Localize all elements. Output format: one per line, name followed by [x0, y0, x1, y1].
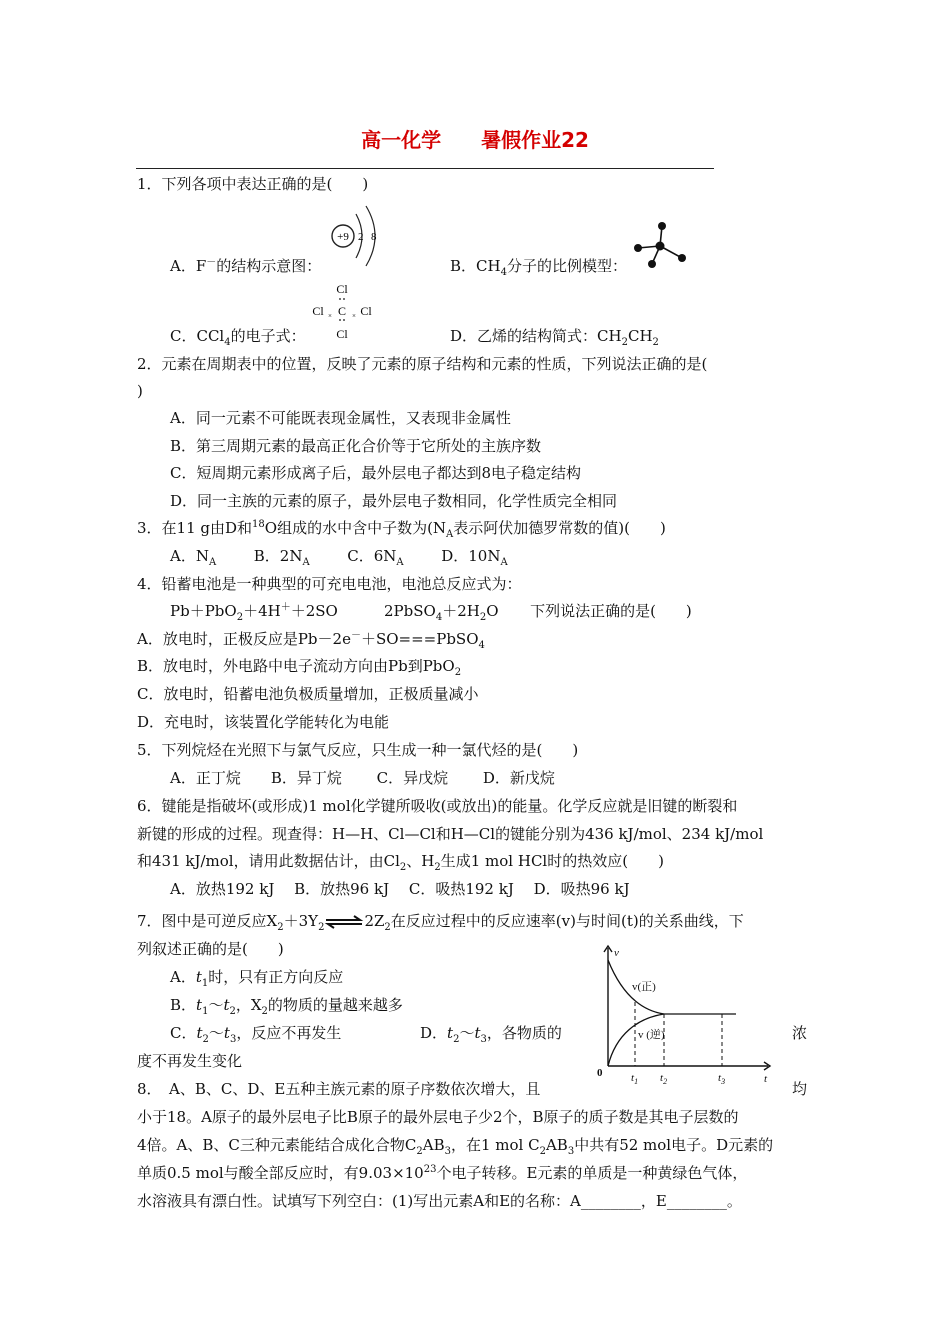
q3-options: A．$N_A$ B．$2N_A$ C．$6N_A$ D．$10N_A$: [170, 547, 508, 568]
q5-stem: 5．下列烷烃在光照下与氯气反应，只生成一种一氯代烃的是( ): [137, 741, 579, 759]
page-title: 高一化学 暑假作业22: [361, 128, 589, 152]
q4-option-d: D．充电时，该装置化学能转化为电能: [137, 713, 390, 731]
ccl4-electron-formula-diagram: [306, 280, 378, 342]
q4-option-b: B．放电时，外电路中电子流动方向由Pb到PbO$_2$: [137, 657, 462, 678]
x-axis-label: t: [764, 1073, 768, 1085]
q8-line1: 8． A、B、C、D、E五种主族元素的原子序数依次增大，且: [137, 1080, 541, 1098]
q7-option-a: A．$t_1$时，只有正方向反应: [170, 968, 344, 989]
forward-rate-label: v(正): [632, 981, 656, 993]
reverse-rate-label: v (逆): [638, 1029, 665, 1041]
fluoride-ion-structure-diagram: [326, 200, 386, 272]
q6-stem-line3: 和431 kJ/mol，请用此数据估计，由$Cl_2$、$H_2$生成1 mol HCl时的热效应( ): [137, 852, 664, 873]
q3-stem: 3．在11 g由D和$^{18}$O组成的水中含中子数为($N_A$表示阿伏加德罗常数的值)( ): [137, 519, 666, 540]
q8-line4: 单质0.5 mol与酸全部反应时，有$9.03\times 10^{23}$个电子转移。E元素的单质是一种黄绿色气体，: [137, 1164, 748, 1182]
svg-text:Cl: Cl: [360, 304, 372, 318]
atom-nucleus-label: +9: [337, 231, 349, 243]
origin-label: 0: [597, 1067, 603, 1079]
q4-equation-left: Pb＋PbO$_2$＋4H＋＋2SO: [170, 602, 338, 623]
q1-option-b: B．$CH_4$分子的比例模型：: [450, 257, 627, 278]
q4-option-c: C．放电时，铅蓄电池负极质量增加，正极质量减小: [137, 685, 479, 703]
q2-stem-cont: ): [137, 382, 143, 400]
y-axis-label: v: [614, 947, 619, 959]
methane-model-diagram: [632, 218, 692, 270]
q7-option-b: B．$t_1\sim t_2$，$X_2$的物质的量越来越多: [170, 996, 403, 1017]
q8-line3: 4倍。A、B、C三种元素能结合成化合物$C_2AB_3$，在1 mol $C_2AB_3$中共有52 mol电子。D元素的: [137, 1136, 774, 1157]
q6-stem-line2: 新键的形成的过程。现查得：H—H、Cl—Cl和H—Cl的键能分别为436 kJ/mol、234 kJ/mol: [137, 825, 764, 843]
q7-option-c: C．$t_2\sim t_3$，反应不再发生: [170, 1024, 342, 1045]
svg-text:C: C: [337, 304, 347, 318]
svg-text:Cl: Cl: [312, 304, 324, 318]
svg-text:Cl: Cl: [336, 327, 348, 341]
q1-option-a: A．F－的结构示意图：: [170, 257, 322, 275]
q1-option-d: D．乙烯的结构简式：$CH_2CH_2$: [450, 327, 659, 348]
reversible-arrow-icon: [324, 915, 364, 929]
q2-option-c: C．短周期元素形成离子后，最外层电子都达到8电子稳定结构: [170, 464, 582, 482]
q7-stem: 7．图中是可逆反应$X_2+3Y_2$ $2Z_2$在反应过程中的反应速率(v)与时间(t)的关系曲线，下: [137, 912, 744, 933]
atom-shell1-label: 2: [358, 231, 364, 243]
q7-option-d-cont: 度不再发生变化: [137, 1052, 243, 1070]
q7-option-d: D．$t_2\sim t_3$，各物质的: [420, 1024, 562, 1045]
atom-shell2-label: 8: [371, 231, 377, 243]
q4-option-a: A．放电时，正极反应是Pb－2e－＋SO===PbSO$_4$: [137, 630, 485, 651]
q2-stem: 2．元素在周期表中的位置，反映了元素的原子结构和元素的性质，下列说法正确的是(: [137, 355, 708, 373]
q8-line5: 水溶液具有漂白性。试填写下列空白：(1)写出元素A和E的名称：A________，E________。: [137, 1192, 742, 1210]
q4-equation-right: $2PbSO_4+2H_2O$ 下列说法正确的是( ): [384, 602, 692, 623]
t2-label: $t_2$: [660, 1072, 668, 1086]
q2-option-d: D．同一主族的元素的原子，最外层电子数相同，化学性质完全相同: [170, 492, 618, 510]
q7-option-d-tail: 浓: [792, 1024, 808, 1042]
q1-stem: 1．下列各项中表达正确的是( ): [137, 175, 369, 193]
q1-option-c: C．CCl$_4$的电子式：: [170, 327, 306, 348]
q2-option-a: A．同一元素不可能既表现金属性，又表现非金属性: [170, 409, 511, 427]
q2-option-b: B．第三周期元素的最高正化合价等于它所处的主族序数: [170, 437, 542, 455]
q4-stem: 4．铅蓄电池是一种典型的可充电电池，电池总反应式为：: [137, 575, 522, 593]
q6-stem-line1: 6．键能是指破坏(或形成)1 mol化学键所吸收(或放出)的能量。化学反应就是旧键的断裂和: [137, 797, 738, 815]
svg-text:Cl: Cl: [336, 282, 348, 296]
svg-text:×: ×: [352, 312, 356, 320]
title-divider: [136, 168, 714, 169]
q8-line2: 小于18。A原子的最外层电子比B原子的最外层电子少2个，B原子的质子数是其电子层数的: [137, 1108, 739, 1126]
rate-time-graph: [592, 942, 782, 1088]
q8-line1-tail: 均: [792, 1080, 808, 1098]
t3-label: $t_3$: [718, 1072, 726, 1086]
t1-label: $t_1$: [631, 1072, 639, 1086]
svg-text:×: ×: [328, 312, 332, 320]
q5-options: A．正丁烷 B．异丁烷 C．异戊烷 D．新戊烷: [170, 769, 555, 787]
q7-stem-cont: 列叙述正确的是( ): [137, 940, 284, 958]
q6-options: A．放热192 kJ B．放热96 kJ C．吸热192 kJ D．吸热96 kJ: [170, 880, 630, 898]
